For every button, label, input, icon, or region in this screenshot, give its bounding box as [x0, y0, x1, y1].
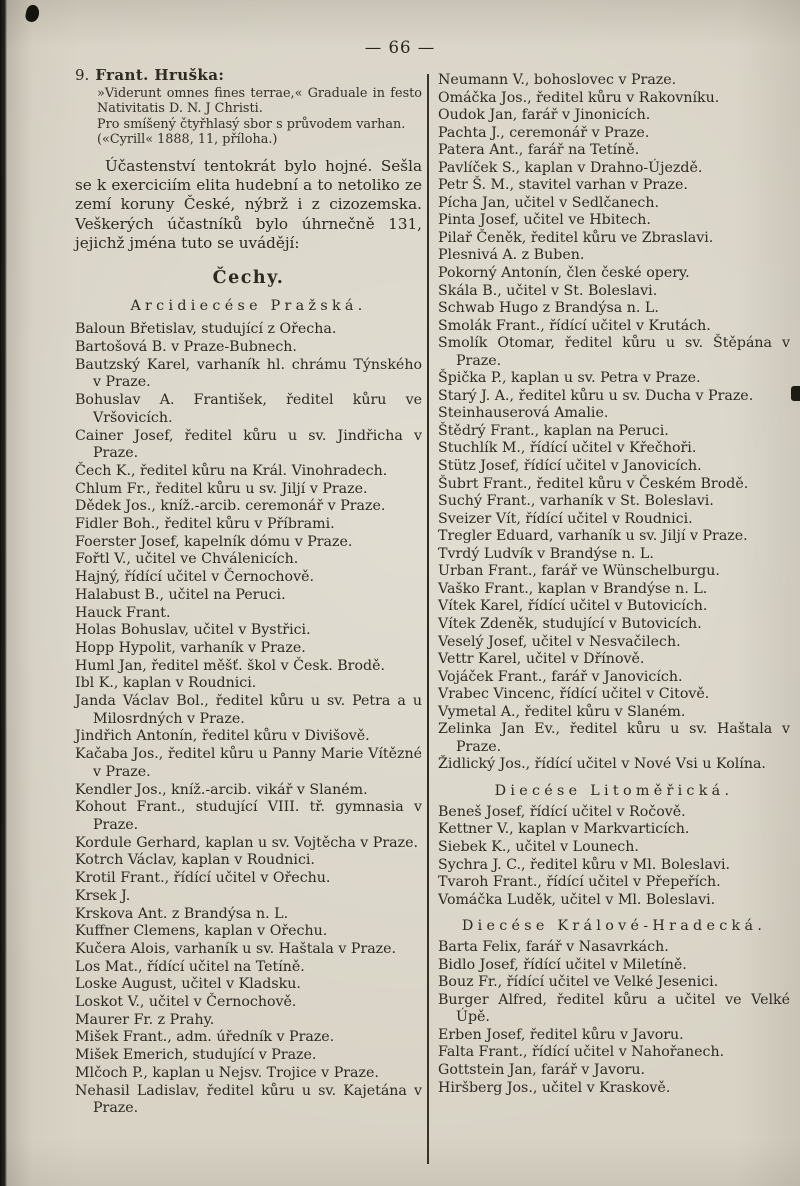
list-item: Chlum Fr., ředitel kůru u sv. Jiljí v Praze. [75, 480, 368, 497]
list-item: Fořtl V., učitel ve Chválenicích. [75, 551, 299, 568]
list-item: Urban Frant., farář ve Wünschelburgu. [438, 563, 720, 580]
list-item: Zelinka Jan Ev., ředitel kůru u sv. Haštala v Praze. [438, 721, 790, 755]
list-item: Pícha Jan, učitel v Sedlčanech. [438, 194, 659, 211]
list-item: Vymetal A., ředitel kůru v Slaném. [438, 703, 686, 720]
list-item: Loskot V., učitel v Černochově. [75, 994, 297, 1011]
list-item: Mišek Frant., adm. úředník v Praze. [75, 1029, 335, 1046]
list-item: Janda Václav Bol., ředitel kůru u sv. Petra a u Milosrdných v Praze. [75, 693, 422, 727]
list-item: Sychra J. C., ředitel kůru v Ml. Boleslavi. [438, 856, 731, 873]
list-item: Tregler Eduard, varhaník u sv. Jiljí v Praze. [438, 528, 748, 545]
list-item: Vomáčka Luděk, učitel v Ml. Boleslavi. [438, 891, 716, 908]
left-column [75, 66, 422, 1118]
list-item: Neumann V., bohoslovec v Praze. [438, 72, 677, 88]
name-list-litomerice [438, 804, 790, 909]
list-item: Bartošová B. v Praze-Bubnech. [75, 339, 297, 355]
list-item: Pilař Čeněk, ředitel kůru ve Zbraslavi. [438, 229, 714, 246]
list-item: Stuchlík M., řídící učitel v Křečhoři. [438, 440, 697, 457]
list-item: Barta Felix, farář v Nasavrkách. [438, 939, 669, 956]
list-item: Židlický Jos., řídící učitel v Nové Vsi u Kolína. [438, 756, 766, 773]
list-item: Sveizer Vít, řídící učitel v Roudnici. [438, 510, 693, 527]
list-item: Siebek K., učitel v Lounech. [438, 838, 639, 855]
list-item: Omáčka Jos., ředitel kůru v Rakovníku. [438, 89, 720, 106]
list-item: Smolík Otomar, ředitel kůru u sv. Štěpána v Praze. [438, 335, 790, 369]
list-item: Mišek Emerich, studující v Praze. [75, 1047, 317, 1064]
list-item: Bohuslav A. František, ředitel kůru ve Vršovicích. [75, 392, 422, 426]
list-item: Krsek J. [75, 887, 131, 904]
right-column [438, 72, 790, 1097]
list-item: Huml Jan, ředitel měšť. škol v Česk. Brodě. [75, 657, 385, 674]
list-item: Vítek Zdeněk, studující v Butovicích. [438, 615, 702, 632]
work-source: («Cyrill« 1888, 11, příloha.) [97, 132, 278, 148]
list-item: Vaško Frant., kaplan v Brandýse n. L. [438, 580, 708, 597]
heading-region-cechy: Čechy. [212, 268, 285, 289]
work-title: »Viderunt omnes fines terrae,« Graduale in festo Nativitatis D. N. J Christi. [97, 86, 422, 117]
name-list-prague-left [75, 321, 422, 1118]
list-item: Maurer Fr. z Prahy. [75, 1011, 215, 1028]
list-item: Holas Bohuslav, učitel v Bystřici. [75, 622, 311, 639]
list-item: Beneš Josef, řídící učitel v Ročově. [438, 803, 686, 820]
list-item: Kettner V., kaplan v Markvarticích. [438, 821, 690, 838]
list-item: Krotil Frant., řídící učitel v Ořechu. [75, 870, 331, 887]
intro-paragraph: Účastenství tentokrát bylo hojné. Sešla se k exerciciím elita hudební a to netoliko ze zemí koruny České, nýbrž i z cizozemska. Veškerých účastníků bylo úhrnečně 131, jejichž jména tuto se uvádějí: [75, 156, 422, 252]
list-item: Bautzský Karel, varhaník hl. chrámu Týnského v Praze. [75, 356, 422, 391]
list-item: Petr Š. M., stavitel varhan v Praze. [438, 177, 688, 194]
heading-archdiocese-prague: Arcidiecése Pražská. [130, 298, 367, 315]
list-item: Kotrch Václav, kaplan v Roudnici. [75, 852, 315, 869]
list-item: Kendler Jos., kníž.-arcib. vikář v Slaném. [75, 781, 368, 798]
heading-diocese-litomerice: Diecése Litoměřická. [494, 782, 734, 799]
list-item: Krskova Ant. z Brandýsa n. L. [75, 905, 289, 922]
list-item: Tvaroh Frant., řídící učitel v Přepeřích. [438, 874, 721, 891]
list-item: Oudok Jan, farář v Jinonicích. [438, 107, 651, 124]
list-item: Starý J. A., ředitel kůru u sv. Ducha v Praze. [438, 387, 754, 404]
list-item: Burger Alfred, ředitel kůru a učitel ve Velké Úpě. [438, 991, 790, 1026]
list-item: Hauck Frant. [75, 604, 171, 621]
list-item: Hiršberg Jos., učitel v Kraskově. [438, 1079, 671, 1096]
list-item: Plesnivá A. z Buben. [438, 247, 585, 264]
list-item: Kordule Gerhard, kaplan u sv. Vojtěcha v Praze. [75, 834, 418, 851]
list-item: Ibl K., kaplan v Roudnici. [75, 675, 257, 692]
list-item: Baloun Břetislav, studující z Ořecha. [75, 321, 337, 338]
scan-left-edge-shadow [0, 0, 7, 1186]
list-item: Kuffner Clemens, kaplan v Ořechu. [75, 923, 328, 940]
list-item: Mlčoch P., kaplan u Nejsv. Trojice v Praze. [75, 1064, 379, 1081]
list-item: Pokorný Antonín, člen české opery. [438, 265, 690, 282]
list-item: Stütz Josef, řídící učitel v Janovicích. [438, 458, 702, 475]
list-item: Bidlo Josef, řídící učitel v Miletíně. [438, 956, 687, 973]
list-item: Steinhauserová Amalie. [438, 405, 609, 422]
list-item: Kačaba Jos., ředitel kůru u Panny Marie Vítězné v Praze. [75, 746, 422, 780]
work-entry-detail [97, 86, 422, 148]
list-item: Hopp Hypolit, varhaník v Praze. [75, 639, 306, 656]
list-item: Vettr Karel, učitel v Dřínově. [438, 651, 645, 668]
list-item: Veselý Josef, učitel v Nesvačilech. [438, 633, 681, 650]
list-item: Jindřich Antonín, ředitel kůru v Divišově. [75, 728, 370, 745]
page-number: — 66 — [364, 38, 436, 57]
heading-diocese-kralove-hradec: Diecése Králové-Hradecká. [461, 918, 767, 935]
list-item: Cainer Josef, ředitel kůru u sv. Jindřicha v Praze. [75, 427, 422, 462]
work-scoring: Pro smíšený čtyřhlasý sbor s průvodem varhan. [97, 116, 406, 132]
work-entry-heading [75, 66, 422, 85]
list-item: Dědek Jos., kníž.-arcib. ceremonář v Praze. [75, 498, 386, 515]
list-item: Hajný, řídící učitel v Černochově. [75, 569, 314, 586]
list-item: Fidler Boh., ředitel kůru v Příbrami. [75, 516, 335, 533]
list-item: Vítek Karel, řídící učitel v Butovicích. [438, 598, 708, 615]
list-item: Erben Josef, ředitel kůru v Javoru. [438, 1026, 684, 1043]
work-entry-composer: Frant. Hruška: [95, 66, 225, 84]
list-item: Pavlíček S., kaplan v Drahno-Újezdě. [438, 159, 703, 176]
list-item: Pachta J., ceremonář v Praze. [438, 124, 650, 141]
list-item: Pinta Josef, učitel ve Hbitech. [438, 212, 651, 229]
list-item: Šubrt Frant., ředitel kůru v Českém Brodě. [438, 475, 749, 492]
name-list-prague-right [438, 72, 790, 774]
list-item: Špička P., kaplan u sv. Petra v Praze. [438, 370, 701, 387]
list-item: Smolák Frant., řídící učitel v Krutách. [438, 317, 711, 334]
list-item: Halabust B., učitel na Peruci. [75, 586, 286, 603]
list-item: Kohout Frant., studující VIII. tř. gymnasia v Praze. [75, 799, 422, 833]
list-item: Gottstein Jan, farář v Javoru. [438, 1061, 646, 1078]
list-item: Štědrý Frant., kaplan na Peruci. [438, 422, 669, 439]
scan-margin-mark [791, 386, 800, 401]
list-item: Vojáček Frant., farář v Janovicích. [438, 668, 683, 685]
list-item: Schwab Hugo z Brandýsa n. L. [438, 300, 659, 317]
list-item: Loske August, učitel v Kladsku. [75, 976, 301, 993]
list-item: Falta Frant., řídící učitel v Nahořanech. [438, 1044, 725, 1061]
list-item: Los Mat., řídící učitel na Tetíně. [75, 958, 305, 975]
list-item: Foerster Josef, kapelník dómu v Praze. [75, 533, 353, 550]
list-item: Tvrdý Ludvík v Brandýse n. L. [438, 545, 654, 562]
list-item: Bouz Fr., řídící učitel ve Velké Jesenici. [438, 974, 719, 991]
name-list-kralove-hradec [438, 939, 790, 1097]
list-item: Suchý Frant., varhaník v St. Boleslavi. [438, 493, 714, 510]
column-divider-rule [427, 74, 429, 1164]
list-item: Skála B., učitel v St. Boleslavi. [438, 282, 658, 299]
list-item: Nehasil Ladislav, ředitel kůru u sv. Kajetána v Praze. [75, 1082, 422, 1117]
scan-ink-blot [24, 4, 41, 24]
list-item: Patera Ant., farář na Tetíně. [438, 142, 640, 159]
list-item: Čech K., ředitel kůru na Král. Vinohradech. [75, 462, 388, 479]
work-entry-number: 9. [75, 66, 90, 84]
list-item: Kučera Alois, varhaník u sv. Haštala v Praze. [75, 940, 397, 957]
list-item: Vrabec Vincenc, řídící učitel v Citově. [438, 686, 710, 703]
